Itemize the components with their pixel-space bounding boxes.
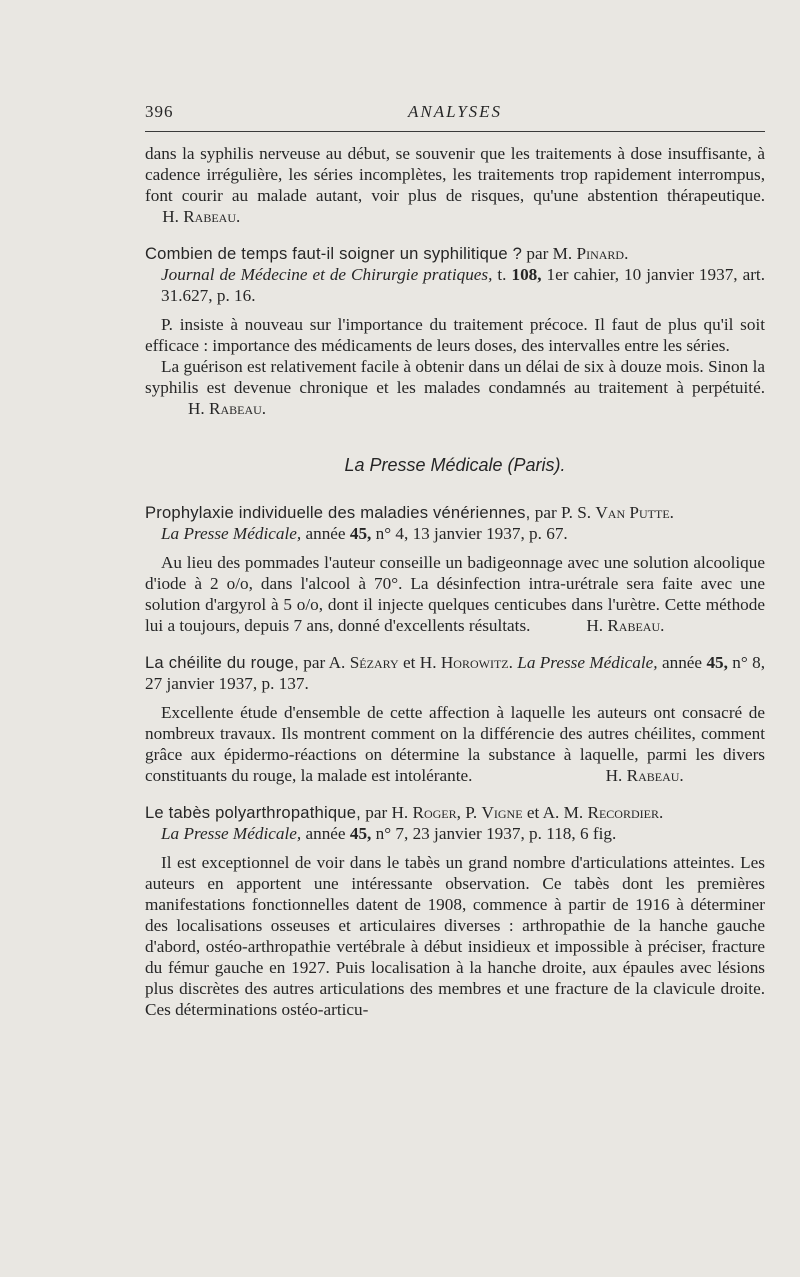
article-3-title: La chéilite du rouge,: [145, 653, 299, 672]
article-4-paragraph: Il est exceptionnel de voir dans le tabès un grand nombre d'articulations atteintes. Les auteurs en apportent une intéressante observation. Ce tabès dont les premières manifestations fonctionnelles datent de 1908, commence à partir de 1916 à déterminer des localisations osseuses et articulaires diverses : arthropathie de la hanche gauche d'abord, ostéo-arthropathie vertébrale à début insidieux et impossible à préciser, fracture du fémur gauche en 1927. Puis localisation à la hanche droite, aux épaules avec lésions plus discrètes des autres articulations des membres et une fracture de la clavicule droite. Ces déterminations ostéo-articu-: [145, 853, 765, 1019]
running-title: ANALYSES: [407, 102, 503, 121]
article-3-paragraph: [145, 702, 765, 786]
article-4-ref-a: année: [305, 824, 346, 843]
article-4: [145, 802, 765, 1020]
article-2-signature: H. Rabeau.: [586, 616, 665, 635]
article-2-volume: 45,: [349, 524, 372, 543]
article-3-journal: La Presse Médicale,: [517, 653, 658, 672]
article-1-ref-b: 1er cahier, 10 janvier 1937, art. 31.627, p. 16.: [161, 265, 765, 305]
article-4-reference: [145, 802, 765, 844]
article-1-paragraph-text: La guérison est relativement facile à obtenir dans un délai de six à douze mois. Sinon la syphilis est devenue chronique et les malades condamnés au traitement à perpétuité.: [145, 357, 765, 397]
article-2-paragraph-text: Au lieu des pommades l'auteur conseille un badigeonnage avec une solution alcoolique d'iode à 2 o/o, dans l'alcool à 70°. La désinfection intra-urétrale sera faite avec une solution d'argyrol à 5 o/o, dont il injecte quelques centicubes dans l'urètre. Cette méthode lui a toujours, depuis 7 ans, donné d'excellents résultats.: [145, 553, 765, 635]
article-1-journal: Journal de Médecine et de Chirurgie pratiques,: [161, 265, 493, 284]
article-2-paragraph: [145, 552, 765, 636]
article-2: [145, 502, 765, 636]
article-4-by-3: et A. M.: [526, 803, 584, 822]
article-1-title: Combien de temps faut-il soigner un syphilitique ?: [145, 244, 523, 263]
article-3-signature: H. Rabeau.: [605, 766, 684, 785]
intro-paragraph: [145, 143, 765, 227]
article-4-author-2: Vigne: [481, 803, 523, 822]
page-content: [145, 143, 765, 1020]
article-2-ref-b: n° 4, 13 janvier 1937, p. 67.: [375, 524, 568, 543]
article-1-signature: H. Rabeau.: [187, 399, 267, 418]
article-2-citation: [145, 523, 765, 544]
article-4-volume: 45,: [349, 824, 372, 843]
article-1-paragraph: [145, 356, 765, 419]
intro-signature: H. Rabeau.: [162, 207, 241, 226]
article-2-by: par P. S.: [534, 503, 592, 522]
section-title: La Presse Médicale (Paris).: [344, 455, 566, 475]
article-1-reference: [145, 243, 765, 306]
article-3-ref-a: année: [661, 653, 703, 672]
article-1: [145, 243, 765, 419]
article-2-title: Prophylaxie individuelle des maladies vénériennes,: [145, 503, 531, 522]
page-header: [145, 102, 765, 126]
intro-text: dans la syphilis nerveuse au début, se souvenir que les traitements à dose insuffisante, à cadence irrégulière, les séries incomplètes, les traitements trop rapidement interrompus, font courir au malade autant, voir plus de risques, qu'une abstention thérapeutique.: [145, 144, 765, 205]
article-3: [145, 652, 765, 786]
article-4-ref-b: n° 7, 23 janvier 1937, p. 118, 6 fig.: [375, 824, 617, 843]
article-4-journal: La Presse Médicale,: [161, 824, 302, 843]
article-1-author: Pinard.: [576, 244, 629, 263]
article-2-ref-a: année: [305, 524, 346, 543]
article-1-by: par M.: [526, 244, 573, 263]
article-1-body: [145, 314, 765, 419]
article-2-journal: La Presse Médicale,: [161, 524, 302, 543]
header-rule: [145, 131, 765, 132]
article-4-citation: [145, 823, 765, 844]
page-number: 396: [145, 102, 174, 121]
article-2-author: Van Putte.: [595, 503, 674, 522]
article-4-by: par H.: [365, 803, 409, 822]
article-1-ref-a: t.: [497, 265, 507, 284]
article-2-reference: [145, 502, 765, 544]
article-4-author: Roger,: [412, 803, 461, 822]
article-3-author-2: Horowitz.: [440, 653, 513, 672]
article-3-paragraph-text: Excellente étude d'ensemble de cette affection à laquelle les auteurs ont consacré de nombreux travaux. Ils montrent comment on la différencie des autres chéilites, comment grâce aux épidermo-réactions on détermine la substance à laquelle, parmi les divers constituants du rouge, la malade est intolérante.: [145, 703, 765, 785]
article-1-volume: 108,: [511, 265, 542, 284]
article-1-paragraph: P. insiste à nouveau sur l'importance du traitement précoce. Il faut de plus qu'il soit efficace : importance des médicaments de leurs doses, des intervalles entre les séries.: [145, 315, 765, 355]
article-4-title: Le tabès polyarthropathique,: [145, 803, 361, 822]
article-3-body: [145, 702, 765, 786]
article-1-citation: [145, 264, 765, 306]
article-2-body: [145, 552, 765, 636]
article-4-by-2: P.: [465, 803, 478, 822]
article-3-reference: [145, 652, 765, 694]
article-3-author: Sézary: [349, 653, 399, 672]
article-3-by-2: et H.: [403, 653, 437, 672]
article-4-body: [145, 852, 765, 1020]
article-3-by: par A.: [303, 653, 346, 672]
article-3-ref-b: n° 8, 27 janvier 1937, p. 137.: [145, 653, 766, 693]
article-4-author-3: Recordier.: [587, 803, 664, 822]
article-3-volume: 45,: [706, 653, 728, 672]
